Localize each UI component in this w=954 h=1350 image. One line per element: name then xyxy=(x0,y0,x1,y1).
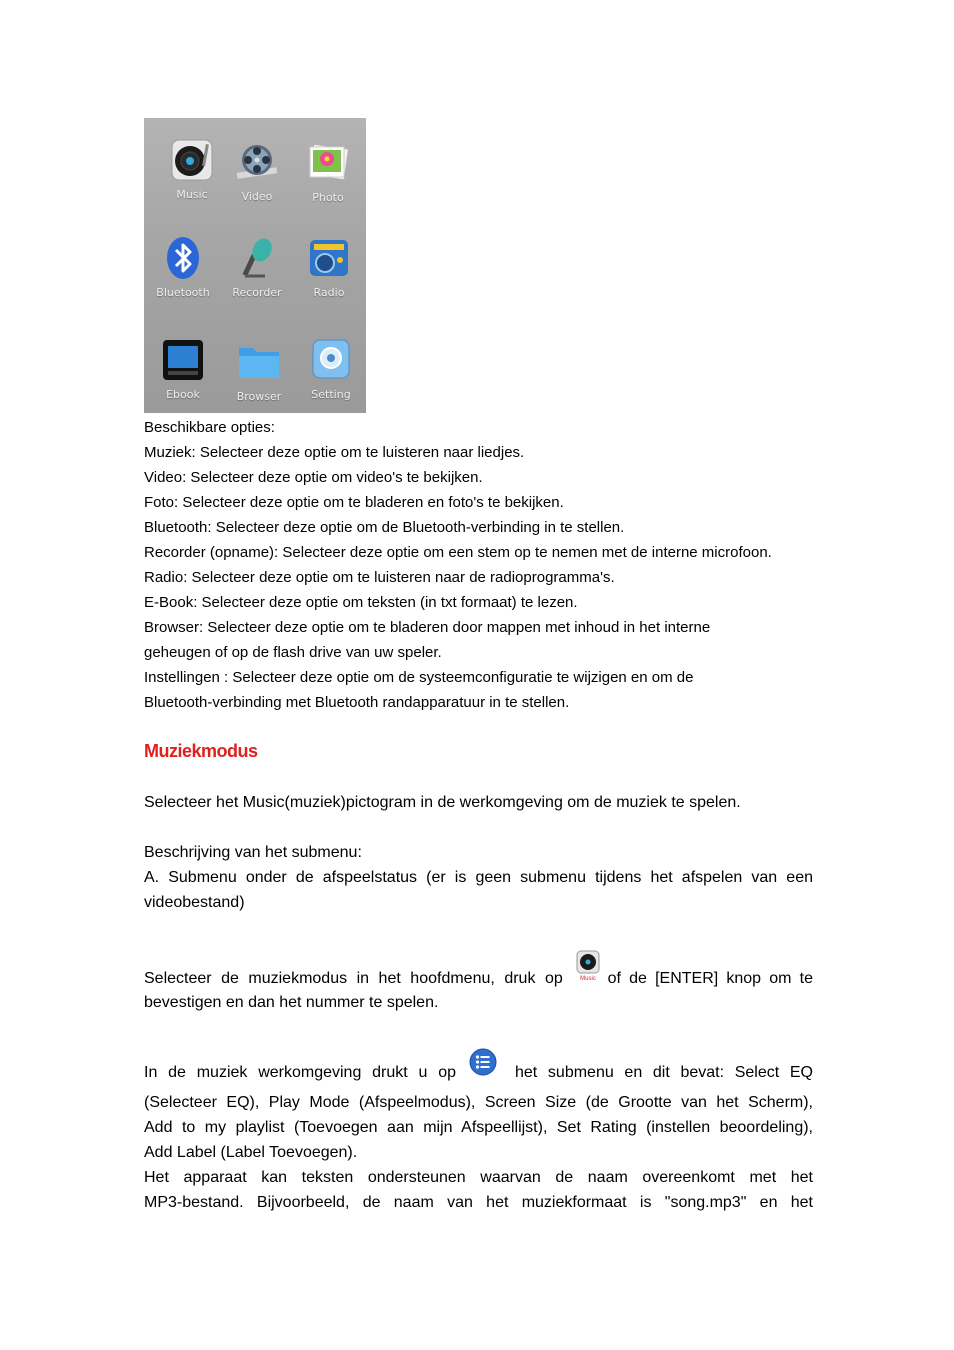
paragraph-text: Selecteer de muziekmodus in het hoofdmenu, druk op xyxy=(144,970,563,987)
bluetooth-icon xyxy=(161,236,205,280)
app-browser[interactable] xyxy=(222,340,296,403)
option-line: Foto: Selecteer deze optie om te bladeren en foto's te bekijken. xyxy=(144,494,564,511)
option-line: Video: Selecteer deze optie om video's te bekijken. xyxy=(144,469,483,486)
ebook-icon xyxy=(161,338,205,382)
app-label: Music xyxy=(176,188,208,201)
option-line: Recorder (opname): Selecteer deze optie om een stem op te nemen met de interne microfoon. xyxy=(144,544,772,561)
submenu-line: A. Submenu onder de afspeelstatus (er is geen submenu tijdens het afspelen van een xyxy=(144,869,813,886)
app-label: Radio xyxy=(313,286,345,299)
options-intro: Beschikbare opties: xyxy=(144,419,275,436)
turntable-icon xyxy=(170,138,214,182)
paragraph-line: Het apparaat kan teksten ondersteunen waarvan de naam overeenkomt met het xyxy=(144,1169,813,1186)
microphone-icon xyxy=(235,236,279,280)
option-line: geheugen of op de flash drive van uw speler. xyxy=(144,644,442,661)
paragraph-text: of de [ENTER] knop om te xyxy=(607,970,813,987)
app-label: Video xyxy=(241,190,273,203)
paragraph-row xyxy=(144,966,813,991)
app-label: Browser xyxy=(236,390,282,403)
menu-list-icon xyxy=(469,1048,497,1076)
option-line: Muziek: Selecteer deze optie om te luisteren naar liedjes. xyxy=(144,444,525,461)
device-home-screen xyxy=(144,118,366,413)
app-label: Photo xyxy=(312,191,344,204)
app-label: Ebook xyxy=(166,388,200,401)
app-recorder[interactable] xyxy=(220,236,294,299)
submenu-title: Beschrijving van het submenu: xyxy=(144,844,362,861)
option-line: Browser: Selecteer deze optie om te bladeren door mappen met inhoud in het interne xyxy=(144,619,711,636)
app-video[interactable] xyxy=(220,140,294,203)
film-reel-icon xyxy=(235,140,279,184)
app-setting[interactable] xyxy=(294,338,366,401)
section-heading: Muziekmodus xyxy=(144,741,258,761)
gear-icon xyxy=(309,338,353,382)
submenu-line: videobestand) xyxy=(144,894,245,911)
paragraph-line: Add Label (Label Toevoegen). xyxy=(144,1144,358,1161)
app-label: Recorder xyxy=(232,286,282,299)
option-line: E-Book: Selecteer deze optie om teksten (in txt formaat) te lezen. xyxy=(144,594,578,611)
app-photo[interactable] xyxy=(291,141,365,204)
app-music[interactable] xyxy=(155,138,229,201)
photos-icon xyxy=(306,141,350,185)
app-ebook[interactable] xyxy=(146,338,220,401)
music-icon xyxy=(576,950,600,986)
music-icon-caption: Music xyxy=(580,976,596,982)
option-line: Instellingen : Selecteer deze optie om de systeemconfiguratie te wijzigen en om de xyxy=(144,669,694,686)
paragraph-line: (Selecteer EQ), Play Mode (Afspeelmodus), Screen Size (de Grootte van het Scherm), xyxy=(144,1094,813,1111)
paragraph-text: het submenu en dit bevat: Select EQ xyxy=(515,1064,813,1081)
app-label: Setting xyxy=(311,388,351,401)
paragraph-line: bevestigen en dan het nummer te spelen. xyxy=(144,994,439,1011)
paragraph-text: In de muziek werkomgeving drukt u op xyxy=(144,1064,456,1081)
radio-icon xyxy=(307,236,351,280)
paragraph-line: MP3-bestand. Bijvoorbeeld, de naam van het muziekformaat is "song.mp3" en het xyxy=(144,1194,813,1211)
option-line: Bluetooth: Selecteer deze optie om de Bluetooth-verbinding in te stellen. xyxy=(144,519,625,536)
option-line: Radio: Selecteer deze optie om te luisteren naar de radioprogramma's. xyxy=(144,569,615,586)
paragraph: Selecteer het Music(muziek)pictogram in de werkomgeving om de muziek te spelen. xyxy=(144,794,741,811)
paragraph-line: Add to my playlist (Toevoegen aan mijn Afspeellijst), Set Rating (instellen beoordeling), xyxy=(144,1119,813,1136)
app-label: Bluetooth xyxy=(156,286,210,299)
app-radio[interactable] xyxy=(292,236,366,299)
folder-icon xyxy=(237,340,281,384)
app-bluetooth[interactable] xyxy=(146,236,220,299)
option-line: Bluetooth-verbinding met Bluetooth randapparatuur in te stellen. xyxy=(144,694,570,711)
